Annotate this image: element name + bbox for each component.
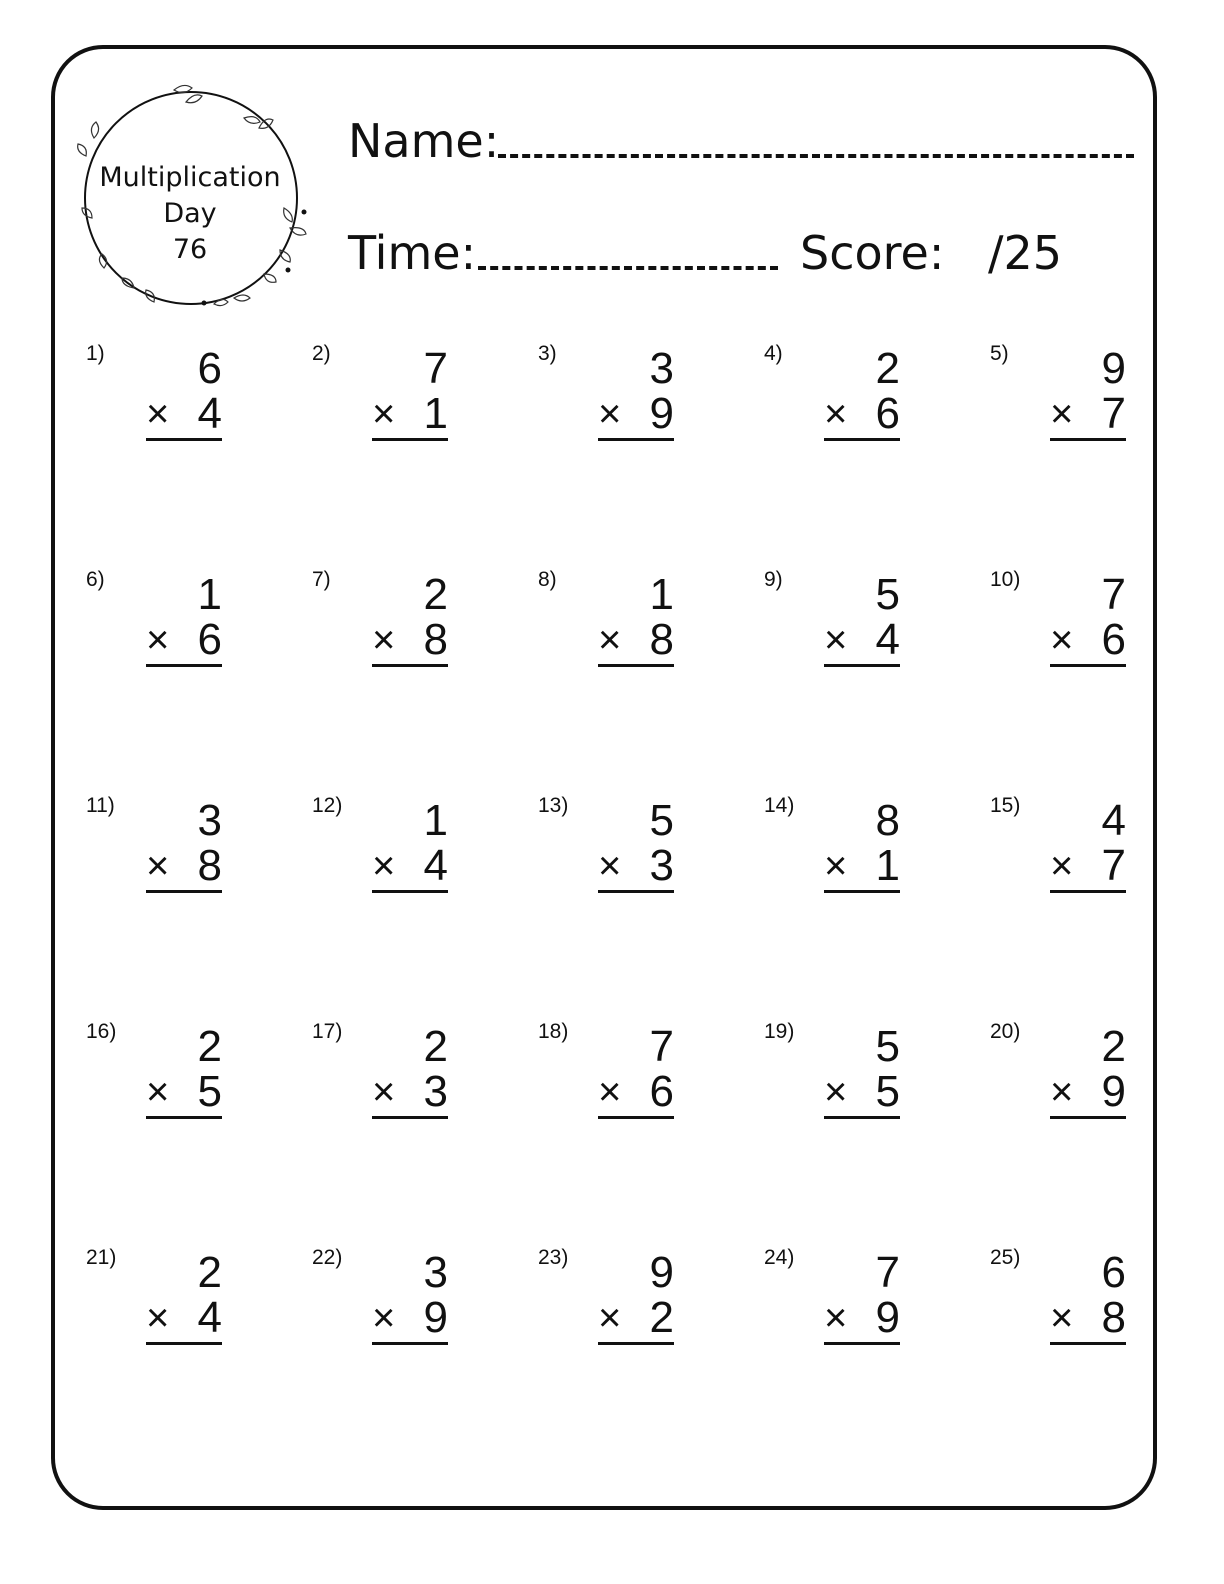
- multiplicand: 2: [197, 1022, 222, 1071]
- multiplier: 5: [197, 1067, 222, 1116]
- multiply-sign: ×: [1050, 844, 1074, 888]
- multiply-sign: ×: [598, 1296, 622, 1340]
- score-total: /25: [988, 226, 1063, 280]
- multiply-sign: ×: [824, 844, 848, 888]
- problem-number: 2): [312, 342, 331, 365]
- answer-line[interactable]: [372, 664, 448, 667]
- multiplicand: 1: [197, 570, 222, 619]
- multiplicand: 5: [875, 570, 900, 619]
- multiplier: 8: [1101, 1293, 1126, 1342]
- multiplier: 3: [423, 1067, 448, 1116]
- problem-number: 24): [764, 1246, 795, 1269]
- multiplier: 8: [197, 841, 222, 890]
- multiplier: 6: [197, 615, 222, 664]
- answer-line[interactable]: [1050, 664, 1126, 667]
- problem-number: 5): [990, 342, 1009, 365]
- problem-number: 15): [990, 794, 1021, 817]
- answer-line[interactable]: [1050, 438, 1126, 441]
- multiplicand: 1: [423, 796, 448, 845]
- multiplier: 7: [1101, 389, 1126, 438]
- problem-number: 25): [990, 1246, 1021, 1269]
- answer-line[interactable]: [1050, 1116, 1126, 1119]
- problem-13: [538, 794, 738, 924]
- problem-number: 13): [538, 794, 569, 817]
- multiplier: 4: [197, 1293, 222, 1342]
- multiplicand: 7: [875, 1248, 900, 1297]
- problem-16: [86, 1020, 286, 1150]
- answer-line[interactable]: [598, 438, 674, 441]
- problem-number: 19): [764, 1020, 795, 1043]
- multiplicand: 2: [423, 1022, 448, 1071]
- multiplier: 1: [875, 841, 900, 890]
- multiplicand: 3: [423, 1248, 448, 1297]
- problem-24: [764, 1246, 964, 1376]
- time-label: Time:: [348, 226, 477, 280]
- multiplicand: 3: [649, 344, 674, 393]
- problem-number: 18): [538, 1020, 569, 1043]
- answer-line[interactable]: [598, 664, 674, 667]
- problem-number: 4): [764, 342, 783, 365]
- multiplier: 2: [649, 1293, 674, 1342]
- multiply-sign: ×: [1050, 1296, 1074, 1340]
- answer-line[interactable]: [372, 1116, 448, 1119]
- multiplicand: 5: [875, 1022, 900, 1071]
- answer-line[interactable]: [146, 1342, 222, 1345]
- answer-line[interactable]: [824, 664, 900, 667]
- multiplicand: 6: [1101, 1248, 1126, 1297]
- multiplicand: 2: [875, 344, 900, 393]
- problem-23: [538, 1246, 738, 1376]
- answer-line[interactable]: [824, 438, 900, 441]
- problem-2: [312, 342, 512, 472]
- problem-number: 9): [764, 568, 783, 591]
- multiply-sign: ×: [824, 1296, 848, 1340]
- multiplier: 6: [1101, 615, 1126, 664]
- problem-11: [86, 794, 286, 924]
- answer-line[interactable]: [824, 890, 900, 893]
- problem-number: 1): [86, 342, 105, 365]
- problem-number: 7): [312, 568, 331, 591]
- multiplier: 8: [649, 615, 674, 664]
- multiply-sign: ×: [598, 1070, 622, 1114]
- problem-15: [990, 794, 1190, 924]
- problem-number: 6): [86, 568, 105, 591]
- multiply-sign: ×: [1050, 392, 1074, 436]
- multiply-sign: ×: [1050, 618, 1074, 662]
- multiply-sign: ×: [372, 1296, 396, 1340]
- multiply-sign: ×: [598, 618, 622, 662]
- multiplicand: 2: [197, 1248, 222, 1297]
- multiplier: 9: [875, 1293, 900, 1342]
- problem-number: 16): [86, 1020, 117, 1043]
- multiplicand: 7: [423, 344, 448, 393]
- problem-19: [764, 1020, 964, 1150]
- multiplicand: 5: [649, 796, 674, 845]
- multiplicand: 1: [649, 570, 674, 619]
- badge-subtitle: Day: [163, 198, 217, 229]
- answer-line[interactable]: [1050, 1342, 1126, 1345]
- badge-day-number: 76: [172, 234, 208, 265]
- multiply-sign: ×: [146, 392, 170, 436]
- problem-number: 17): [312, 1020, 343, 1043]
- answer-line[interactable]: [146, 438, 222, 441]
- multiplier: 3: [649, 841, 674, 890]
- multiplicand: 6: [197, 344, 222, 393]
- multiply-sign: ×: [372, 1070, 396, 1114]
- problem-number: 11): [86, 794, 115, 817]
- problem-number: 21): [86, 1246, 117, 1269]
- multiply-sign: ×: [824, 392, 848, 436]
- answer-line[interactable]: [598, 1116, 674, 1119]
- multiplicand: 7: [1101, 570, 1126, 619]
- problem-21: [86, 1246, 286, 1376]
- multiplicand: 7: [649, 1022, 674, 1071]
- multiplicand: 2: [1101, 1022, 1126, 1071]
- problem-12: [312, 794, 512, 924]
- problem-4: [764, 342, 964, 472]
- answer-line[interactable]: [372, 438, 448, 441]
- problem-1: [86, 342, 286, 472]
- multiply-sign: ×: [598, 392, 622, 436]
- multiply-sign: ×: [146, 844, 170, 888]
- multiplier: 4: [423, 841, 448, 890]
- answer-line[interactable]: [372, 1342, 448, 1345]
- multiply-sign: ×: [372, 618, 396, 662]
- answer-line[interactable]: [1050, 890, 1126, 893]
- multiplier: 5: [875, 1067, 900, 1116]
- answer-line[interactable]: [146, 890, 222, 893]
- problem-22: [312, 1246, 512, 1376]
- multiply-sign: ×: [146, 1070, 170, 1114]
- multiplicand: 8: [875, 796, 900, 845]
- multiplicand: 9: [1101, 344, 1126, 393]
- problem-number: 14): [764, 794, 795, 817]
- multiplier: 4: [875, 615, 900, 664]
- multiply-sign: ×: [372, 392, 396, 436]
- multiplier: 7: [1101, 841, 1126, 890]
- answer-line[interactable]: [146, 664, 222, 667]
- multiplier: 4: [197, 389, 222, 438]
- multiply-sign: ×: [824, 1070, 848, 1114]
- multiplicand: 3: [197, 796, 222, 845]
- multiplier: 1: [423, 389, 448, 438]
- answer-line[interactable]: [372, 890, 448, 893]
- multiplier: 9: [1101, 1067, 1126, 1116]
- multiply-sign: ×: [146, 1296, 170, 1340]
- problem-18: [538, 1020, 738, 1150]
- score-label: Score:: [800, 226, 945, 280]
- problem-number: 10): [990, 568, 1021, 591]
- multiply-sign: ×: [824, 618, 848, 662]
- problem-number: 23): [538, 1246, 569, 1269]
- problem-14: [764, 794, 964, 924]
- problem-25: [990, 1246, 1190, 1376]
- problem-number: 3): [538, 342, 557, 365]
- problem-5: [990, 342, 1190, 472]
- multiplier: 8: [423, 615, 448, 664]
- multiplier: 9: [649, 389, 674, 438]
- problem-number: 12): [312, 794, 343, 817]
- multiplicand: 9: [649, 1248, 674, 1297]
- name-label: Name:: [348, 114, 500, 168]
- badge-title: Multiplication: [99, 162, 281, 193]
- problem-3: [538, 342, 738, 472]
- multiply-sign: ×: [372, 844, 396, 888]
- multiplicand: 4: [1101, 796, 1126, 845]
- multiplier: 6: [875, 389, 900, 438]
- problem-number: 20): [990, 1020, 1021, 1043]
- answer-line[interactable]: [598, 890, 674, 893]
- answer-line[interactable]: [146, 1116, 222, 1119]
- problem-6: [86, 568, 286, 698]
- problem-20: [990, 1020, 1190, 1150]
- multiplicand: 2: [423, 570, 448, 619]
- problem-number: 8): [538, 568, 557, 591]
- multiply-sign: ×: [598, 844, 622, 888]
- problem-7: [312, 568, 512, 698]
- problem-number: 22): [312, 1246, 343, 1269]
- answer-line[interactable]: [824, 1342, 900, 1345]
- multiplier: 9: [423, 1293, 448, 1342]
- problem-10: [990, 568, 1190, 698]
- problem-9: [764, 568, 964, 698]
- multiplier: 6: [649, 1067, 674, 1116]
- multiply-sign: ×: [146, 618, 170, 662]
- answer-line[interactable]: [598, 1342, 674, 1345]
- problem-8: [538, 568, 738, 698]
- multiply-sign: ×: [1050, 1070, 1074, 1114]
- answer-line[interactable]: [824, 1116, 900, 1119]
- problem-17: [312, 1020, 512, 1150]
